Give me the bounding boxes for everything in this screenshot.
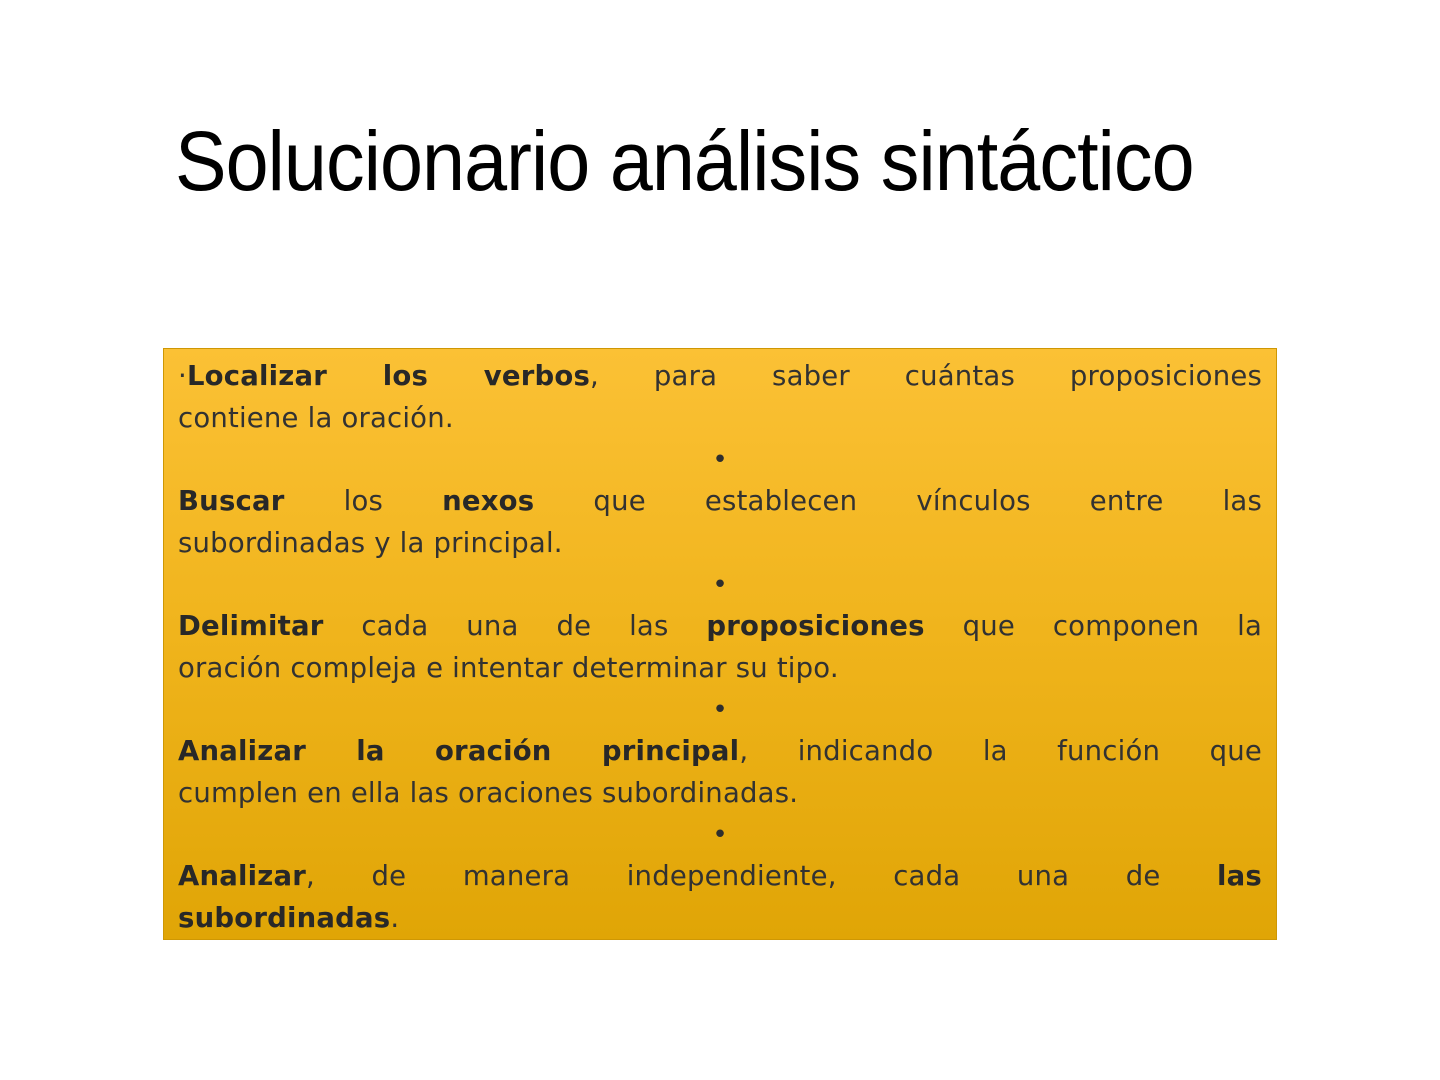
bold-text-run: proposiciones	[706, 610, 925, 642]
text-run: ·	[178, 360, 187, 392]
text-run: contiene la oración.	[178, 402, 454, 434]
bold-text-run: subordinadas	[178, 902, 391, 934]
text-line	[178, 897, 1262, 939]
slide-title: Solucionario análisis sintáctico	[175, 114, 1194, 208]
bullet-dot: •	[712, 819, 728, 850]
text-run: .	[390, 902, 400, 934]
text-run: , indicando la función que	[739, 735, 1262, 767]
text-run: los	[284, 485, 443, 517]
text-line	[178, 397, 1262, 439]
bold-text-run: Delimitar	[178, 610, 324, 642]
text-line	[178, 855, 1262, 897]
bold-text-run: Analizar	[178, 860, 306, 892]
text-line	[178, 355, 1262, 397]
text-run: cada una de las	[323, 610, 707, 642]
text-run: que componen la	[924, 610, 1263, 642]
text-run: que establecen vínculos entre las	[534, 485, 1263, 517]
separator-bullet-row	[178, 439, 1262, 480]
text-run: subordinadas y la principal.	[178, 527, 563, 559]
bullet-dot: •	[712, 569, 728, 600]
separator-bullet-row	[178, 564, 1262, 605]
text-line	[178, 772, 1262, 814]
bold-text-run: Buscar	[178, 485, 285, 517]
bold-text-run: nexos	[442, 485, 535, 517]
text-run: , de manera independiente, cada una de	[306, 860, 1218, 892]
text-line	[178, 522, 1262, 564]
separator-bullet-row	[178, 689, 1262, 730]
separator-bullet-row	[178, 814, 1262, 855]
text-run: cumplen en ella las oraciones subordinadas.	[178, 777, 799, 809]
text-line	[178, 730, 1262, 772]
text-line	[178, 480, 1262, 522]
text-line	[178, 605, 1262, 647]
text-line	[178, 647, 1262, 689]
bold-text-run: Localizar los verbos	[186, 360, 591, 392]
text-run: oración compleja e intentar determinar su tipo.	[178, 652, 839, 684]
content-box	[163, 348, 1277, 940]
bullet-dot: •	[712, 444, 728, 475]
bold-text-run: las	[1217, 860, 1262, 892]
bullet-dot: •	[712, 694, 728, 725]
bold-text-run: Analizar la oración principal	[178, 735, 740, 767]
text-run: , para saber cuántas proposiciones	[590, 360, 1262, 392]
